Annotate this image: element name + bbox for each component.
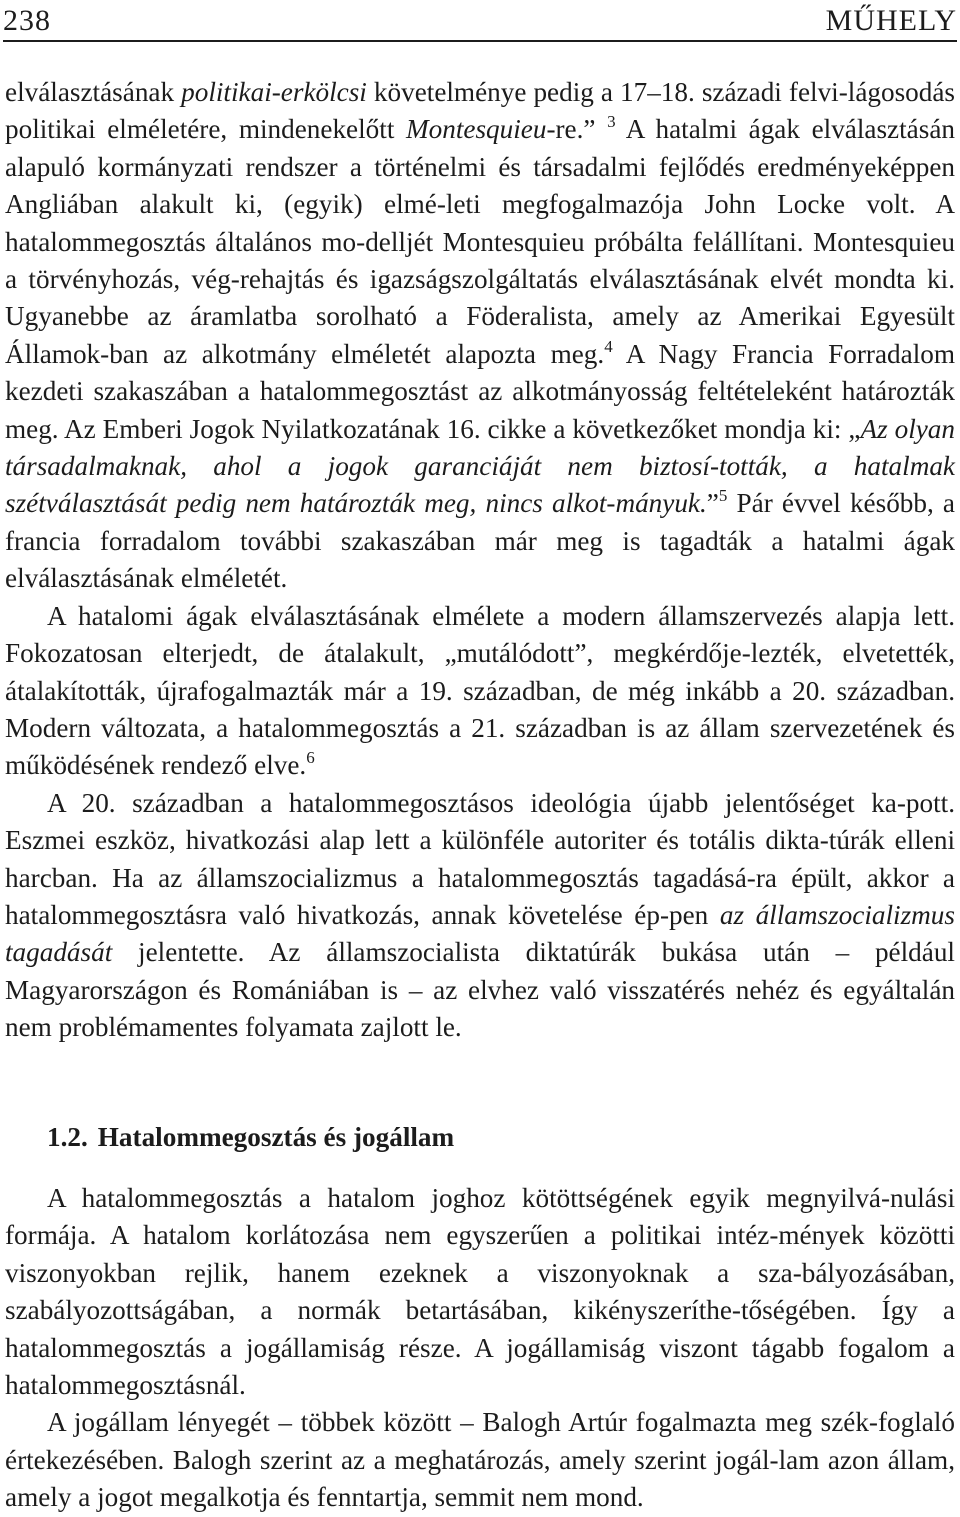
text-run: elválasztásának [5,77,182,107]
text-run: A hatalmi ágak elválasztásán alapuló kormányzati rendszer a történelmi és társadalmi fejlődés eredményeképpen Angliában alakult ki, (egyik) elmé-leti megfogalmazója John Locke volt. A hatalommegosztás általános mo-delljét Montesquieu próbálta felállítani. Montesquieu a törvényhozás, vég-rehajtás és igazságszolgáltatás elválasztásának elvét mondta ki. Ugyanebbe az áramlatba sorolható a Föderalista, amely az Amerikai Egyesült Államok-ban az alkotmány elméletét alapozta meg. [5,114,955,369]
text-run: -re.” [546,114,608,145]
italic-text: politikai-erkölcsi [181,77,367,107]
body-text-block [5,1180,955,1517]
paragraph [5,74,955,598]
paragraph [5,785,955,1047]
page-header [3,0,957,42]
footnote-ref: 6 [306,748,315,768]
running-title: MŰHELY [825,4,957,37]
body-text-block [5,74,955,1047]
section-heading [47,1119,454,1156]
footnote-ref: 5 [718,486,728,506]
paragraph: A hatalommegosztás a hatalom joghoz kötöttségének egyik megnyilvá-nulási formája. A hatalom korlátozása nem egyszerűen a politikai intéz-mények közötti viszonyokban rejlik, hanem ezeknek a viszonyoknak a sza-bályozásában, szabályozottságában, a normák betartásában, kikényszeríthe-tőségében. Így a hatalommegosztás a jogállamiság része. A jogállamiság viszont tágabb fogalom a hatalommegosztásnál. [5,1183,955,1401]
text-run: A hatalomi ágak elválasztásának elmélete a modern államszervezés alapja lett. Fokozatosan elterjedt, de átalakult, „mutálódott”, megkérdője-lezték, elvetették, átalakították, újrafogalmazták már a 19. században, de még inkább a 20. században. Modern változata, a hatalommegosztás a 21. században is az állam szervezetének és működésének rendező elve. [5,600,955,781]
italic-quote: Az olyan társadalmaknak, ahol a jogok garanciáját nem biztosí-tották, a hatalmak szétválasztását pedig nem határozták meg, nincs alkot-mányuk. [5,413,955,519]
section-title: Hatalommegosztás és jogállam [97,1122,455,1152]
italic-text: az államszocializmus tagadását [5,899,955,968]
text-run: követelménye pedig a 17–18. századi felvi-lágosodás politikai elméletére, mindenekelőtt [5,77,955,145]
text-run: jelentette. Az államszocialista diktatúrák bukása után – például Magyarországon és Romániában is – az elvhez való visszatérés nehéz és egyáltalán nem problémamentes folyamata zajlott le. [5,937,955,1043]
section-number: 1.2. [47,1122,88,1152]
paragraph [5,598,955,785]
paragraph: A jogállam lényegét – többek között – Balogh Artúr fogalmazta meg szék-foglaló értekezésében. Balogh szerint az a meghatározás, amely szerint jogál-lam azon állam, amely a jogot megalkotja és fenntartja, semmit nem mond. [5,1407,955,1513]
italic-text: Montesquieu [406,114,547,145]
footnote-ref: 4 [604,336,613,356]
text-run: A 20. században a hatalommegosztásos ideológia újabb jelentőséget ka-pott. Eszmei eszköz, hivatkozási alap lett a különféle autoriter és totális dikta-túrák elleni harcban. Ha az államszocializmus a hatalommegosztás tagadásá-ra épült, akkor a hatalommegosztásra való hivatkozás, annak követelése ép-pen [5,787,955,930]
text-run: A Nagy Francia Forradalom kezdeti szakaszában a hatalommegosztást az alkotmányosság feltételeként határozták meg. Az Emberi Jogok Nyilatkozatának 16. cikke a következőket mondja ki: „ [5,338,955,444]
footnote-ref: 3 [607,112,616,132]
page-number: 238 [3,4,51,37]
text-run: Pár évvel később, a francia forradalom további szakaszában már meg is tagadták a hatalmi ágak elválasztásának elméletét. [5,488,955,594]
text-run: ” [706,488,719,519]
